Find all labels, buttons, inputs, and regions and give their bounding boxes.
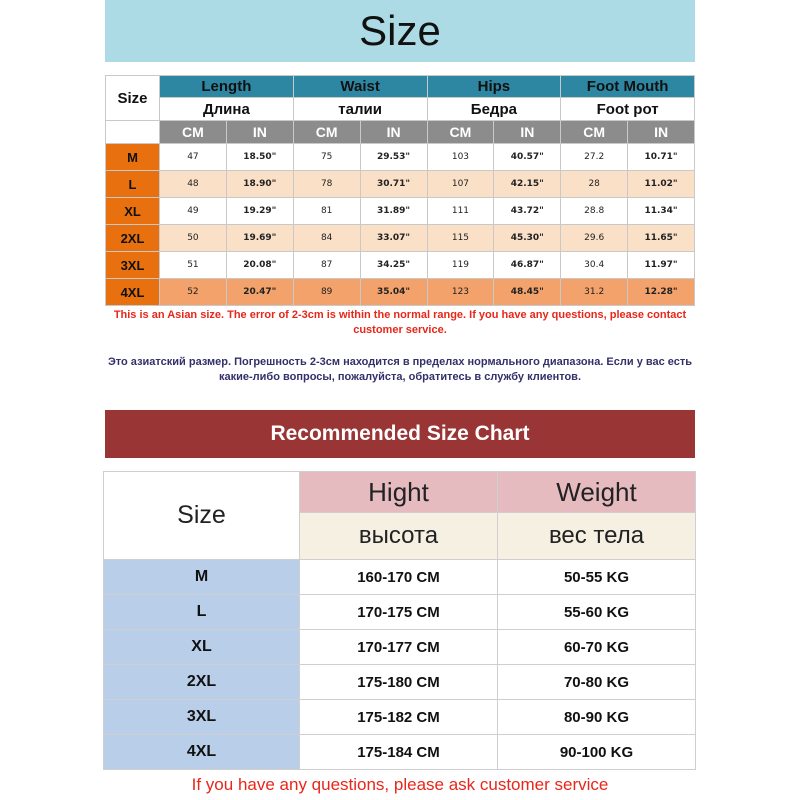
- inch-value-cell: 20.08": [226, 252, 293, 279]
- unit-in: IN: [494, 121, 561, 144]
- asian-size-note-ru: Это азиатский размер. Погрешность 2-3см находится в пределах нормального диапазона. Если у вас есть какие-либо вопросы, пожалуйста, обратитесь в службу клиентов.: [107, 356, 693, 383]
- rec-size-cell: XL: [104, 630, 300, 665]
- rec-height-cell: 175-184 CM: [300, 735, 498, 770]
- cm-value-cell: 48: [160, 171, 227, 198]
- cm-value-cell: 123: [427, 279, 494, 306]
- cm-value-cell: 28: [561, 171, 628, 198]
- rec-header-row-en: [104, 472, 696, 513]
- cm-value-cell: 75: [293, 144, 360, 171]
- inch-value-cell: 33.07": [360, 225, 427, 252]
- inch-value-cell: 46.87": [494, 252, 561, 279]
- rec-size-cell: 4XL: [104, 735, 300, 770]
- unit-cm: CM: [293, 121, 360, 144]
- inch-value-cell: 19.69": [226, 225, 293, 252]
- column-header-foot-mouth-ru: Foot рот: [561, 98, 695, 121]
- inch-value-cell: 12.28": [628, 279, 695, 306]
- rec-table-row: [104, 630, 696, 665]
- cm-value-cell: 119: [427, 252, 494, 279]
- recommended-chart-title: Recommended Size Chart: [270, 422, 530, 445]
- rec-size-cell: L: [104, 595, 300, 630]
- cm-value-cell: 81: [293, 198, 360, 225]
- cm-value-cell: 78: [293, 171, 360, 198]
- rec-height-cell: 170-175 CM: [300, 595, 498, 630]
- table-row: [106, 279, 695, 306]
- rec-height-cell: 170-177 CM: [300, 630, 498, 665]
- inch-value-cell: 11.02": [628, 171, 695, 198]
- size-cell: XL: [106, 198, 160, 225]
- unit-cm: CM: [160, 121, 227, 144]
- cm-value-cell: 103: [427, 144, 494, 171]
- asian-size-note: This is an Asian size. The error of 2-3cm is within the normal range. If you have any questions, please contact customer service.: [113, 309, 687, 336]
- rec-table-row: [104, 735, 696, 770]
- cm-value-cell: 84: [293, 225, 360, 252]
- cm-value-cell: 29.6: [561, 225, 628, 252]
- rec-weight-cell: 55-60 KG: [498, 595, 696, 630]
- inch-value-cell: 11.97": [628, 252, 695, 279]
- size-measurement-table: [105, 75, 695, 306]
- column-header-hips-ru: Бедра: [427, 98, 561, 121]
- table-row: [106, 225, 695, 252]
- recommended-chart-banner: [105, 410, 695, 458]
- rec-weight-header-ru: вес тела: [498, 513, 696, 560]
- inch-value-cell: 31.89": [360, 198, 427, 225]
- column-header-waist: Waist: [293, 76, 427, 98]
- cm-value-cell: 49: [160, 198, 227, 225]
- unit-in: IN: [360, 121, 427, 144]
- rec-size-cell: 3XL: [104, 700, 300, 735]
- rec-size-header: Size: [104, 472, 300, 560]
- footer-customer-service-note: If you have any questions, please ask customer service: [191, 775, 609, 794]
- rec-weight-header: Weight: [498, 472, 696, 513]
- cm-value-cell: 51: [160, 252, 227, 279]
- inch-value-cell: 42.15": [494, 171, 561, 198]
- inch-value-cell: 43.72": [494, 198, 561, 225]
- rec-height-header-ru: высота: [300, 513, 498, 560]
- column-header-foot-mouth: Foot Mouth: [561, 76, 695, 98]
- cm-value-cell: 30.4: [561, 252, 628, 279]
- inch-value-cell: 45.30": [494, 225, 561, 252]
- inch-value-cell: 34.25": [360, 252, 427, 279]
- rec-height-cell: 175-180 CM: [300, 665, 498, 700]
- rec-weight-cell: 60-70 KG: [498, 630, 696, 665]
- cm-value-cell: 87: [293, 252, 360, 279]
- rec-table-row: [104, 700, 696, 735]
- unit-in: IN: [226, 121, 293, 144]
- rec-weight-cell: 90-100 KG: [498, 735, 696, 770]
- cm-value-cell: 47: [160, 144, 227, 171]
- page-title: Size: [359, 7, 441, 54]
- unit-cm: CM: [561, 121, 628, 144]
- inch-value-cell: 29.53": [360, 144, 427, 171]
- rec-table-row: [104, 665, 696, 700]
- cm-value-cell: 111: [427, 198, 494, 225]
- inch-value-cell: 48.45": [494, 279, 561, 306]
- header-row-en: [106, 76, 695, 98]
- rec-table-row: [104, 560, 696, 595]
- cm-value-cell: 89: [293, 279, 360, 306]
- cm-value-cell: 28.8: [561, 198, 628, 225]
- recommended-size-table: [103, 471, 696, 770]
- column-header-waist-ru: талии: [293, 98, 427, 121]
- cm-value-cell: 107: [427, 171, 494, 198]
- column-header-length: Length: [160, 76, 294, 98]
- rec-size-cell: 2XL: [104, 665, 300, 700]
- table-row: [106, 252, 695, 279]
- cm-value-cell: 50: [160, 225, 227, 252]
- inch-value-cell: 11.34": [628, 198, 695, 225]
- inch-value-cell: 20.47": [226, 279, 293, 306]
- column-header-length-ru: Длина: [160, 98, 294, 121]
- size-cell: 3XL: [106, 252, 160, 279]
- inch-value-cell: 18.50": [226, 144, 293, 171]
- cm-value-cell: 27.2: [561, 144, 628, 171]
- unit-row-spacer: [106, 121, 160, 144]
- inch-value-cell: 30.71": [360, 171, 427, 198]
- rec-height-cell: 160-170 CM: [300, 560, 498, 595]
- cm-value-cell: 31.2: [561, 279, 628, 306]
- inch-value-cell: 18.90": [226, 171, 293, 198]
- inch-value-cell: 19.29": [226, 198, 293, 225]
- size-cell: M: [106, 144, 160, 171]
- size-title-banner: [105, 0, 695, 62]
- rec-weight-cell: 80-90 KG: [498, 700, 696, 735]
- size-column-header: Size: [106, 76, 160, 121]
- rec-table-row: [104, 595, 696, 630]
- unit-row: [106, 121, 695, 144]
- size-cell: 2XL: [106, 225, 160, 252]
- size-cell: L: [106, 171, 160, 198]
- cm-value-cell: 52: [160, 279, 227, 306]
- inch-value-cell: 10.71": [628, 144, 695, 171]
- rec-height-header: Hight: [300, 472, 498, 513]
- column-header-hips: Hips: [427, 76, 561, 98]
- header-row-ru: [106, 98, 695, 121]
- table-row: [106, 198, 695, 225]
- rec-weight-cell: 70-80 KG: [498, 665, 696, 700]
- inch-value-cell: 40.57": [494, 144, 561, 171]
- unit-in: IN: [628, 121, 695, 144]
- cm-value-cell: 115: [427, 225, 494, 252]
- rec-height-cell: 175-182 CM: [300, 700, 498, 735]
- table-row: [106, 144, 695, 171]
- rec-size-cell: M: [104, 560, 300, 595]
- size-cell: 4XL: [106, 279, 160, 306]
- rec-weight-cell: 50-55 KG: [498, 560, 696, 595]
- unit-cm: CM: [427, 121, 494, 144]
- inch-value-cell: 35.04": [360, 279, 427, 306]
- inch-value-cell: 11.65": [628, 225, 695, 252]
- table-row: [106, 171, 695, 198]
